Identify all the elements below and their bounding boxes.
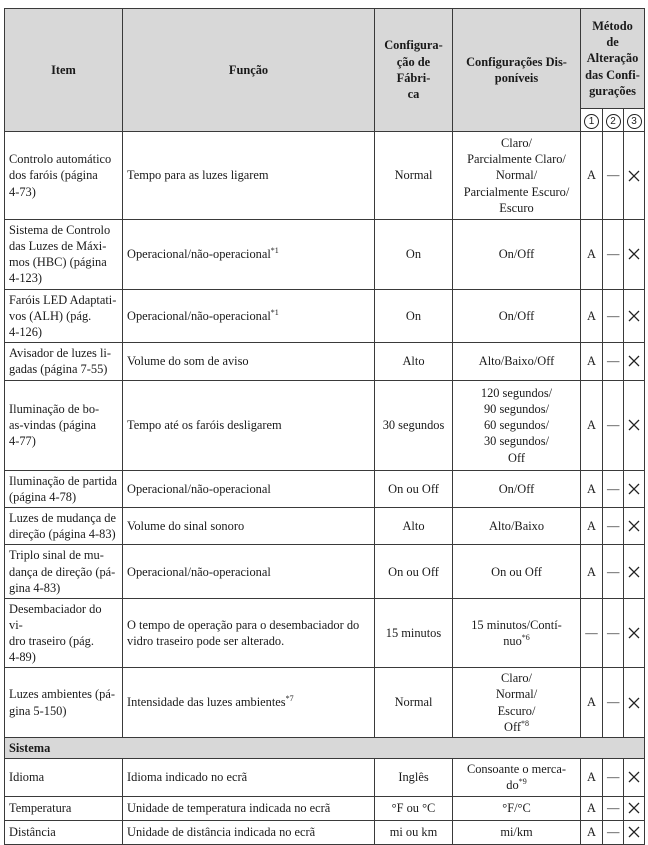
cross-icon xyxy=(628,697,640,709)
cell-method-1: A xyxy=(581,289,603,342)
table-row xyxy=(5,796,645,820)
cell-available-settings: On ou Off xyxy=(453,545,581,598)
cross-icon xyxy=(628,627,640,639)
cell-factory-setting: mi ou km xyxy=(375,820,453,844)
cell-method-2: — xyxy=(603,342,624,380)
cell-method-3 xyxy=(624,289,645,342)
cross-icon xyxy=(628,520,640,532)
header-item: Item xyxy=(5,9,123,132)
cell-method-2: — xyxy=(603,668,624,738)
table-body-system xyxy=(5,758,645,844)
cross-icon xyxy=(628,483,640,495)
cell-method-1: A xyxy=(581,342,603,380)
cell-method-3 xyxy=(624,598,645,668)
cell-method-1: A xyxy=(581,545,603,598)
table-row xyxy=(5,470,645,507)
cell-method-2: — xyxy=(603,220,624,290)
cell-available-settings: On/Off xyxy=(453,289,581,342)
cell-factory-setting: Inglês xyxy=(375,758,453,796)
cell-method-1: A xyxy=(581,508,603,545)
cross-icon xyxy=(628,802,640,814)
cell-item: Luzes ambientes (pá- gina 5-150) xyxy=(5,668,123,738)
section-row xyxy=(5,737,645,758)
cell-method-3 xyxy=(624,796,645,820)
table-row xyxy=(5,508,645,545)
cell-method-3 xyxy=(624,758,645,796)
circled-number-3-icon: 3 xyxy=(627,114,642,129)
cross-icon xyxy=(628,170,640,182)
cell-function: O tempo de operação para o desembaciador do vidro traseiro pode ser alterado. xyxy=(123,598,375,668)
settings-table-container xyxy=(4,8,645,845)
cross-icon xyxy=(628,826,640,838)
cell-available-settings: Claro/ Normal/ Escuro/ Off$^{*8}$ xyxy=(453,668,581,738)
cell-item: Iluminação de partida (página 4-78) xyxy=(5,470,123,507)
settings-table xyxy=(4,8,645,845)
method-1-header xyxy=(581,109,603,132)
cell-method-1: — xyxy=(581,598,603,668)
cross-icon xyxy=(628,771,640,783)
cell-factory-setting: °F ou °C xyxy=(375,796,453,820)
cell-item: Desembaciador do vi- dro traseiro (pág. 4-89) xyxy=(5,598,123,668)
header-funcao: Função xyxy=(123,9,375,132)
cell-method-2: — xyxy=(603,598,624,668)
cell-available-settings: Consoante o merca- $do^{*9}$ xyxy=(453,758,581,796)
cell-function: Idioma indicado no ecrã xyxy=(123,758,375,796)
cross-icon xyxy=(628,566,640,578)
cell-factory-setting: Alto xyxy=(375,508,453,545)
cell-available-settings: Claro/ Parcialmente Claro/ Normal/ Parcialmente Escuro/ Escuro xyxy=(453,132,581,220)
cell-function: Intensidade das luzes ambientes$^{*7}$ xyxy=(123,668,375,738)
cell-function: Tempo para as luzes ligarem xyxy=(123,132,375,220)
header-available-settings: Configurações Dis- poníveis xyxy=(453,9,581,132)
table-row xyxy=(5,545,645,598)
cell-available-settings: On/Off xyxy=(453,220,581,290)
cell-available-settings: 120 segundos/ 90 segundos/ 60 segundos/ 30 segundos/ Off xyxy=(453,380,581,470)
cell-item: Controlo automático dos faróis (página 4-73) xyxy=(5,132,123,220)
cell-method-1: A xyxy=(581,758,603,796)
cell-method-3 xyxy=(624,508,645,545)
table-row xyxy=(5,380,645,470)
cell-function: Unidade de temperatura indicada no ecrã xyxy=(123,796,375,820)
cell-method-2: — xyxy=(603,508,624,545)
cell-factory-setting: Alto xyxy=(375,342,453,380)
cell-factory-setting: On xyxy=(375,289,453,342)
cell-method-3 xyxy=(624,545,645,598)
footnote-ref: *8 xyxy=(520,718,529,728)
cell-method-2: — xyxy=(603,758,624,796)
cell-item: Avisador de luzes li- gadas (página 7-55) xyxy=(5,342,123,380)
cell-method-2: — xyxy=(603,380,624,470)
cell-available-settings: On/Off xyxy=(453,470,581,507)
table-row xyxy=(5,758,645,796)
cross-icon xyxy=(628,310,640,322)
cell-function: Tempo até os faróis desligarem xyxy=(123,380,375,470)
table-row xyxy=(5,342,645,380)
method-3-header xyxy=(624,109,645,132)
cell-method-2: — xyxy=(603,470,624,507)
table-section-sistema xyxy=(5,737,645,758)
table-row xyxy=(5,598,645,668)
method-2-header xyxy=(603,109,624,132)
footnote-ref: *9 xyxy=(518,777,527,787)
cell-method-1: A xyxy=(581,820,603,844)
cell-method-2: — xyxy=(603,820,624,844)
cell-method-3 xyxy=(624,342,645,380)
cell-item: Temperatura xyxy=(5,796,123,820)
cell-factory-setting: On ou Off xyxy=(375,470,453,507)
cell-method-3 xyxy=(624,380,645,470)
cell-item: Iluminação de bo- as-vindas (página 4-77) xyxy=(5,380,123,470)
header-factory-setting: Configura- ção de Fábri- ca xyxy=(375,9,453,132)
footnote-ref: *6 xyxy=(521,632,530,642)
header-change-method: Método de Alteração das Confi- gurações xyxy=(581,9,645,109)
cell-method-2: — xyxy=(603,545,624,598)
cell-method-1: A xyxy=(581,220,603,290)
footnote-ref: *1 xyxy=(270,246,279,256)
cell-method-3 xyxy=(624,820,645,844)
table-row xyxy=(5,220,645,290)
section-title: Sistema xyxy=(5,737,645,758)
cell-method-3 xyxy=(624,220,645,290)
cell-method-1: A xyxy=(581,132,603,220)
cell-function: Operacional/não-operacional$^{*1}$ xyxy=(123,289,375,342)
cell-function: Unidade de distância indicada no ecrã xyxy=(123,820,375,844)
cell-method-1: A xyxy=(581,796,603,820)
circled-number-1-icon: 1 xyxy=(584,114,599,129)
cell-method-1: A xyxy=(581,380,603,470)
cell-available-settings: °F/°C xyxy=(453,796,581,820)
cell-function: Volume do sinal sonoro xyxy=(123,508,375,545)
cross-icon xyxy=(628,248,640,260)
cell-function: Operacional/não-operacional$^{*1}$ xyxy=(123,220,375,290)
cell-function: Operacional/não-operacional xyxy=(123,545,375,598)
cell-factory-setting: On xyxy=(375,220,453,290)
cell-available-settings: mi/km xyxy=(453,820,581,844)
cell-function: Operacional/não-operacional xyxy=(123,470,375,507)
cell-method-2: — xyxy=(603,132,624,220)
cell-item: Idioma xyxy=(5,758,123,796)
cell-method-2: — xyxy=(603,796,624,820)
cell-item: Faróis LED Adaptati- vos (ALH) (pág. 4-126) xyxy=(5,289,123,342)
cross-icon xyxy=(628,419,640,431)
table-row xyxy=(5,132,645,220)
cell-method-3 xyxy=(624,668,645,738)
table-row xyxy=(5,668,645,738)
cell-factory-setting: 15 minutos xyxy=(375,598,453,668)
table-row xyxy=(5,289,645,342)
cell-method-2: — xyxy=(603,289,624,342)
cell-factory-setting: On ou Off xyxy=(375,545,453,598)
cell-factory-setting: 30 segundos xyxy=(375,380,453,470)
cell-available-settings: 15 minutos/Contí- nuo$^{*6}$ xyxy=(453,598,581,668)
cell-function: Volume do som de aviso xyxy=(123,342,375,380)
table-body-lighting xyxy=(5,132,645,738)
cell-item: Triplo sinal de mu- dança de direção (pá- gina 4-83) xyxy=(5,545,123,598)
cell-item: Sistema de Controlo das Luzes de Máxi- mos (HBC) (página 4-123) xyxy=(5,220,123,290)
cell-item: Distância xyxy=(5,820,123,844)
cell-available-settings: Alto/Baixo/Off xyxy=(453,342,581,380)
cell-method-1: A xyxy=(581,668,603,738)
cell-method-3 xyxy=(624,470,645,507)
cell-factory-setting: Normal xyxy=(375,668,453,738)
cross-icon xyxy=(628,355,640,367)
cell-available-settings: Alto/Baixo xyxy=(453,508,581,545)
cell-factory-setting: Normal xyxy=(375,132,453,220)
cell-item: Luzes de mudança de direção (página 4-83) xyxy=(5,508,123,545)
cell-method-3 xyxy=(624,132,645,220)
footnote-ref: *1 xyxy=(270,307,279,317)
footnote-ref: *7 xyxy=(285,694,294,704)
cell-method-1: A xyxy=(581,470,603,507)
circled-number-2-icon: 2 xyxy=(606,114,621,129)
table-row xyxy=(5,820,645,844)
